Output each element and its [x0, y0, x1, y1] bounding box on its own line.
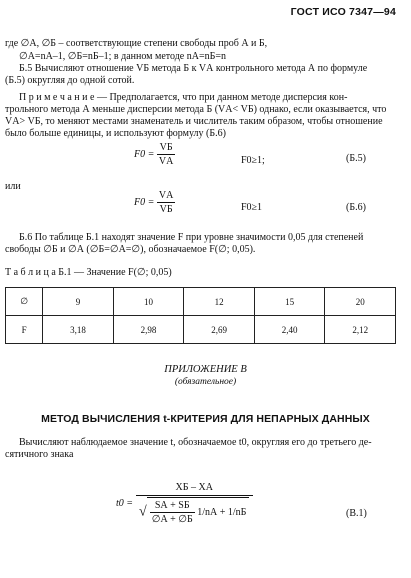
formula-b1-denominator	[136, 496, 253, 525]
note-line2: трольного метода А меньше дисперсии метода Б (VА< VБ) однако, если оказывается, что	[5, 104, 387, 115]
formula-b5-lhs: F0 =	[134, 148, 155, 160]
table-f-values	[5, 287, 396, 344]
text-b6-line1: Б.6 По таблице Б.1 находят значение F при уровне значимости 0,05 для степеней	[19, 232, 364, 243]
formula-b1-number: (В.1)	[346, 508, 367, 519]
formula-b1-paren: 1/nА + 1/nБ	[197, 507, 247, 518]
note-line4: было больше единицы, и используют формулу (Б.6)	[5, 128, 226, 139]
table-cell: 20	[325, 288, 396, 316]
appendix-title: ПРИЛОЖЕНИЕ В	[164, 364, 247, 375]
formula-b5-denominator: VА	[158, 156, 174, 167]
formula-b6-lhs: F0 =	[134, 196, 155, 208]
text-calc-line2: сятичного знака	[5, 449, 74, 460]
table-cell: 2,98	[113, 316, 184, 344]
sqrt-sign: √	[139, 504, 147, 520]
formula-b1-inner-fraction	[150, 500, 195, 525]
formula-b6-condition: F0≥1	[241, 202, 263, 213]
method-heading: МЕТОД ВЫЧИСЛЕНИЯ t-КРИТЕРИЯ ДЛЯ НЕПАРНЫХ ДАННЫХ	[41, 413, 370, 425]
table-row-f	[6, 316, 396, 344]
table-cell: ∅	[6, 288, 43, 316]
note-line1: П р и м е ч а н и е — Предполагается, что при данном методе дисперсия кон-	[19, 92, 348, 103]
formula-b6-fraction	[157, 190, 175, 215]
formula-b1-radicand	[147, 497, 250, 525]
formula-b5	[134, 142, 175, 167]
text-calc-line1: Вычисляют наблюдаемое значение t, обозначаемое t0, округляя его до третьего де-	[19, 437, 372, 448]
appendix-subtitle: (обязательное)	[174, 377, 237, 387]
formula-b5-condition: F0≥1;	[241, 155, 265, 166]
formula-b5-fraction	[157, 142, 175, 167]
formula-b6-numerator: VА	[158, 190, 174, 201]
formula-b1-fraction	[136, 482, 253, 525]
page-header: ГОСТ ИСО 7347—94	[290, 6, 396, 18]
formula-b6-denominator: VБ	[159, 204, 173, 215]
text-or: или	[5, 181, 21, 192]
table-cell: 2,12	[325, 316, 396, 344]
table-cell: 2,69	[184, 316, 255, 344]
formula-b1-numerator: XБ – XА	[136, 482, 253, 496]
text-b5-line1: Б.5 Вычисляют отношение VБ метода Б к VА контрольного метода А по формуле	[19, 63, 368, 74]
formula-b1-inner-numerator: SА + SБ	[150, 500, 195, 513]
table-cell: 9	[43, 288, 114, 316]
text-b6-line2: свободы ∅Б и ∅А (∅Б=∅А=∅), обозначаемое F(∅; 0,05).	[5, 244, 256, 255]
formula-b5-numerator: VБ	[157, 142, 175, 155]
formula-b5-number: (Б.5)	[346, 153, 366, 164]
formula-b6	[134, 190, 175, 215]
note-line3: VА> VБ, то меняют местами знаменатель и числитель таким образом, чтобы отношение	[5, 116, 383, 127]
table-caption: Т а б л и ц а Б.1 — Значение F(∅; 0,05)	[5, 267, 172, 278]
text-where: где ∅А, ∅Б – соответствующие степени свободы проб А и Б,	[5, 38, 268, 49]
formula-b1-lhs: t0 =	[116, 498, 134, 509]
table-cell: 2,40	[254, 316, 325, 344]
formula-b1	[116, 482, 253, 525]
table-cell: 12	[184, 288, 255, 316]
formula-b6-number: (Б.6)	[346, 202, 366, 213]
formula-b1-inner-denominator: ∅А + ∅Б	[151, 514, 193, 525]
text-b5-line2: (Б.5) округляя до одной сотой.	[5, 75, 135, 86]
table-cell: 3,18	[43, 316, 114, 344]
text-degrees: ∅А=nА–1, ∅Б=nБ–1; в данном методе nА=nБ=n	[19, 51, 226, 62]
table-row-degrees	[6, 288, 396, 316]
table-cell: 10	[113, 288, 184, 316]
table-cell: F	[6, 316, 43, 344]
table-cell: 15	[254, 288, 325, 316]
